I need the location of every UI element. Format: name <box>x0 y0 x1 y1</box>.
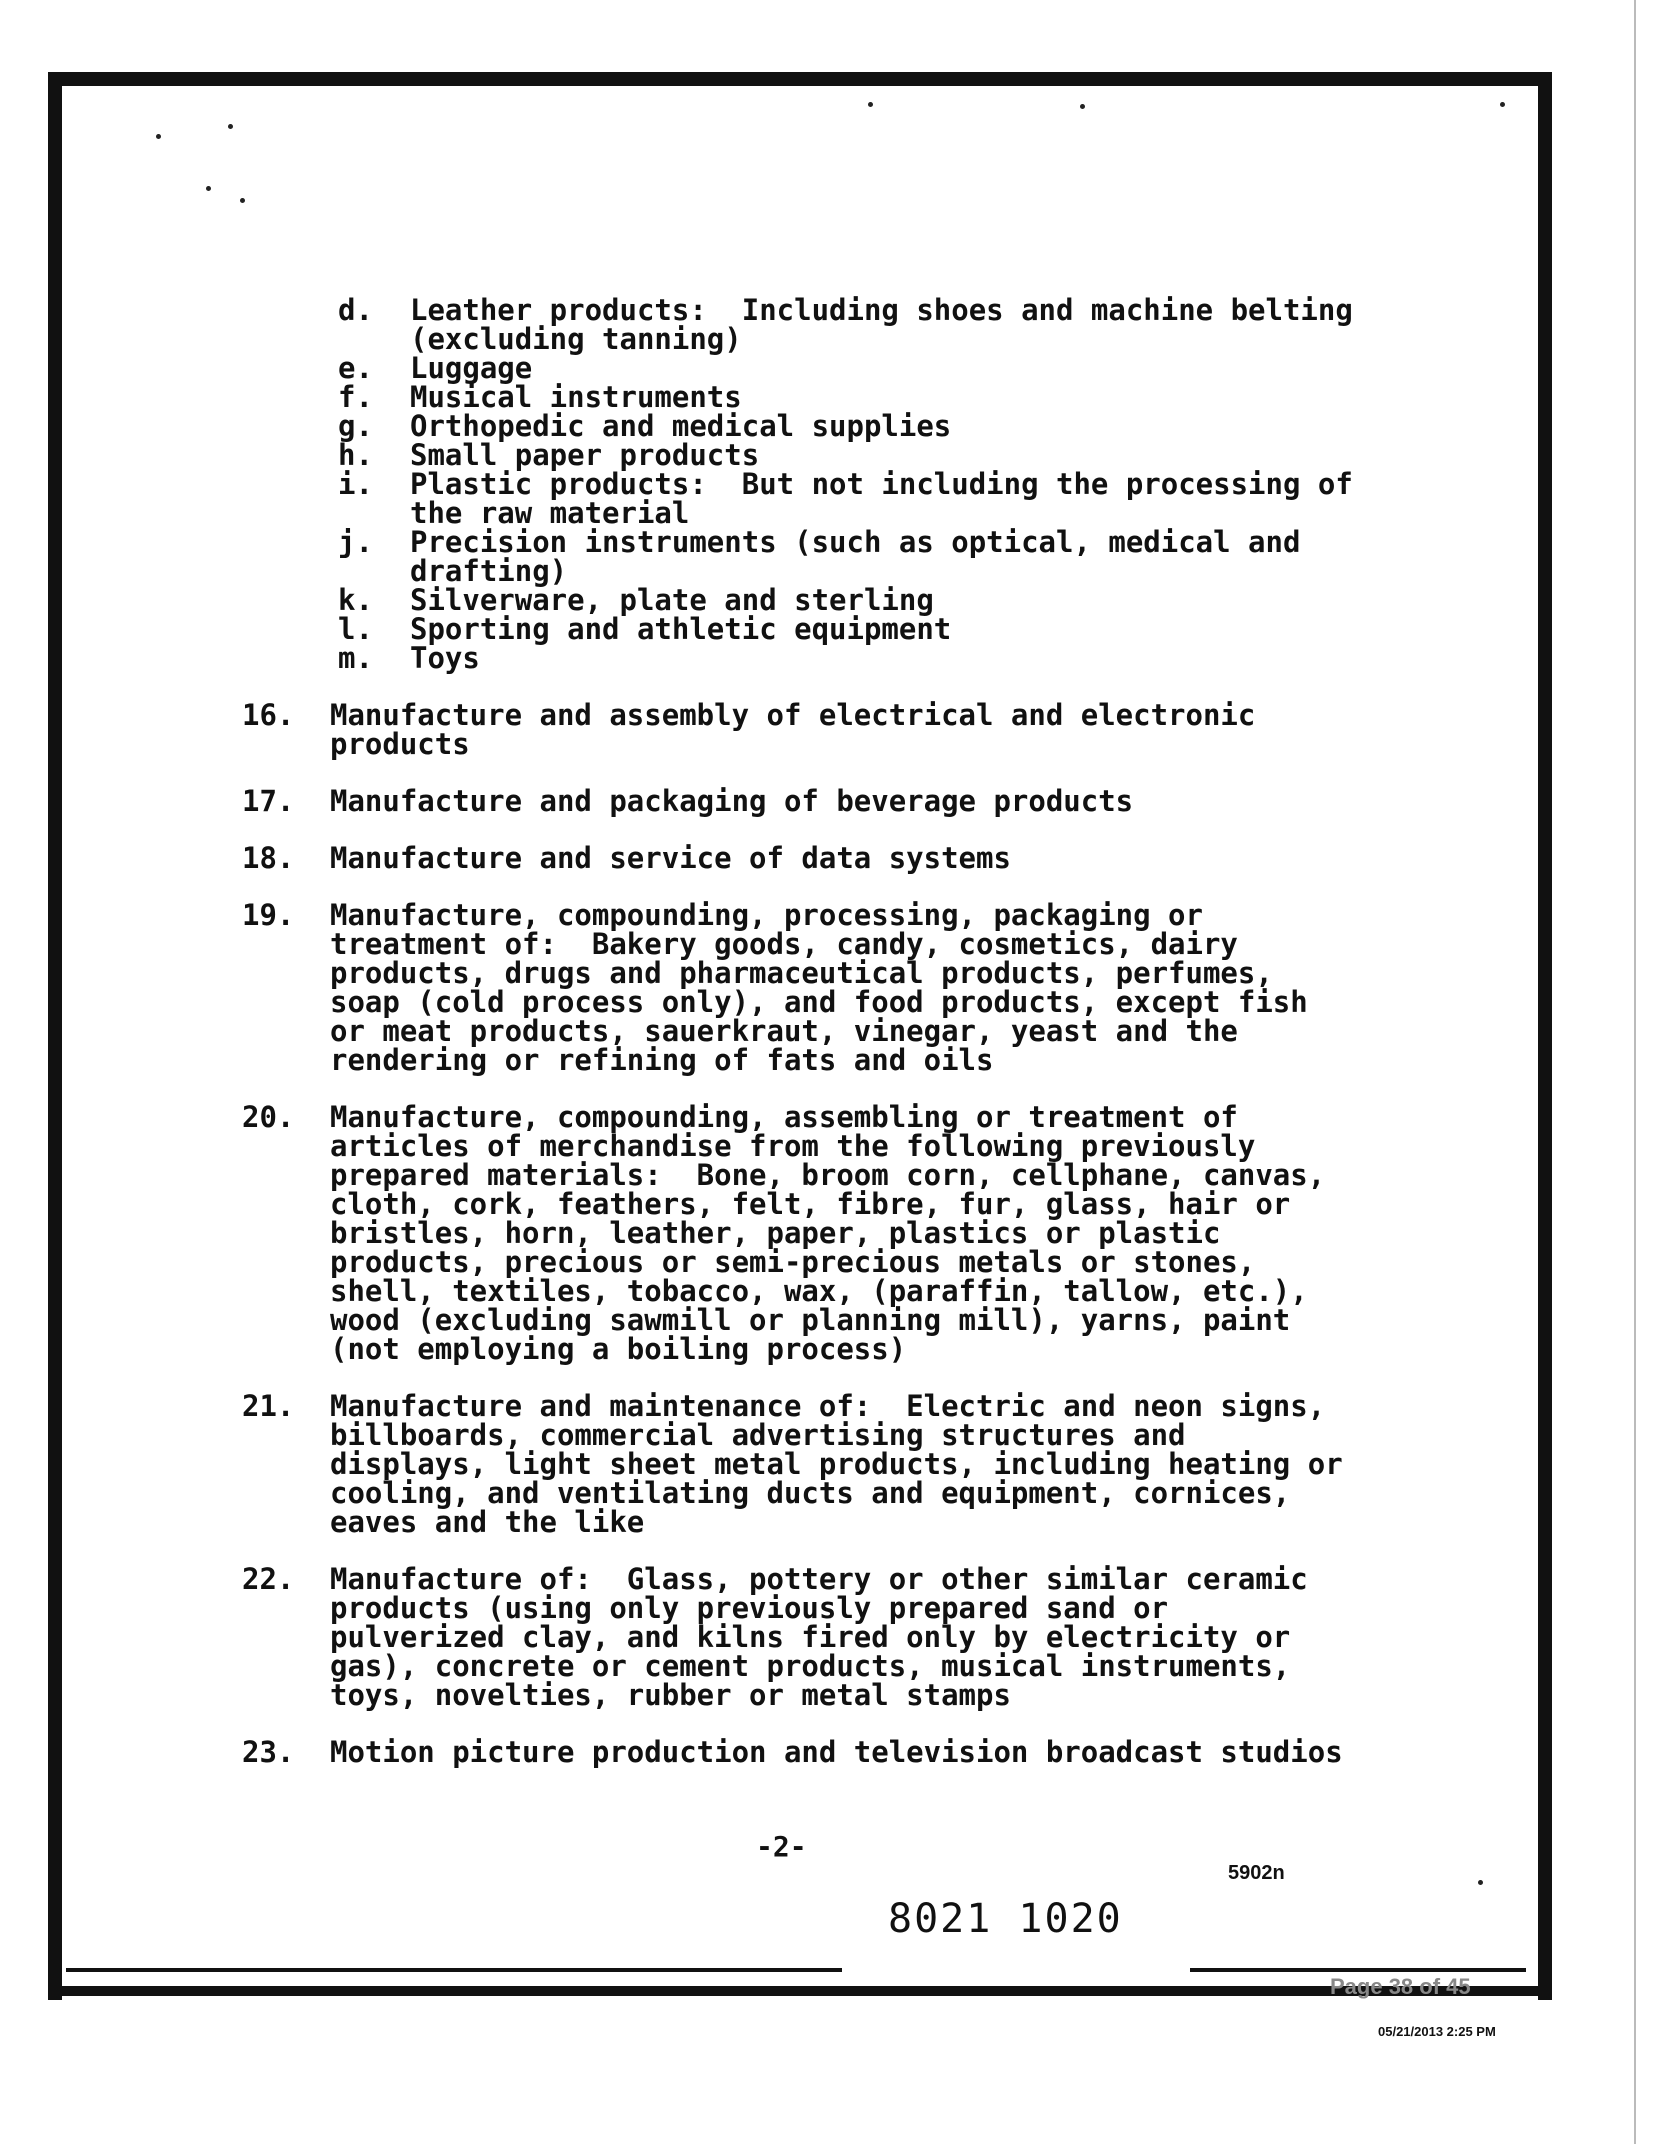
item-number: 17. <box>242 784 295 818</box>
item-text: shell, textiles, tobacco, wax, (paraffin, tallow, etc.), <box>330 1274 1308 1308</box>
sub-item <box>338 612 1376 646</box>
sub-item <box>338 641 1376 675</box>
sub-item-text: Small paper products <box>410 438 760 472</box>
numbered-item <box>226 1389 1376 1539</box>
numbered-item-list <box>226 698 1376 1769</box>
sub-item-letter: m. <box>338 641 373 675</box>
sub-item-text: the raw material <box>410 496 690 530</box>
scan-speck <box>1478 1880 1483 1885</box>
item-number: 22. <box>242 1562 295 1596</box>
sub-item <box>338 351 1376 385</box>
document-code: 5902n <box>1228 1862 1285 1884</box>
sub-item <box>338 409 1376 443</box>
item-text: soap (cold process only), and food products, except fish <box>330 985 1308 1019</box>
scan-speck <box>156 134 161 139</box>
item-text: articles of merchandise from the following previously <box>330 1129 1256 1163</box>
item-text: rendering or refining of fats and oils <box>330 1043 994 1077</box>
sub-item-text: Plastic products: But not including the processing of <box>410 467 1353 501</box>
item-text: products <box>330 727 470 761</box>
scan-speck <box>206 186 211 191</box>
print-timestamp: 05/21/2013 2:25 PM <box>1378 2024 1496 2039</box>
sub-item <box>338 438 1376 472</box>
scan-speck <box>240 198 245 203</box>
sub-item-text: (excluding tanning) <box>410 322 742 356</box>
item-text: Manufacture and maintenance of: Electric and neon signs, <box>330 1389 1326 1423</box>
item-text: gas), concrete or cement products, musical instruments, <box>330 1649 1291 1683</box>
scan-speck <box>1080 104 1085 109</box>
item-number: 20. <box>242 1100 295 1134</box>
item-number: 19. <box>242 898 295 932</box>
sub-item-text: Toys <box>410 641 480 675</box>
sub-item-letter: g. <box>338 409 373 443</box>
sub-item-text: Musical instruments <box>410 380 742 414</box>
item-text: Manufacture of: Glass, pottery or other similar ceramic <box>330 1562 1308 1596</box>
sub-item-letter: h. <box>338 438 373 472</box>
item-text: Manufacture and packaging of beverage products <box>330 784 1134 818</box>
item-text: displays, light sheet metal products, including heating or <box>330 1447 1343 1481</box>
item-text: cooling, and ventilating ducts and equipment, cornices, <box>330 1476 1291 1510</box>
sub-item-text: Silverware, plate and sterling <box>410 583 934 617</box>
sub-item-letter: i. <box>338 467 373 501</box>
item-text: wood (excluding sawmill or planning mill), yarns, paint <box>330 1303 1291 1337</box>
sub-item-text: drafting) <box>410 554 568 588</box>
numbered-item <box>226 1735 1376 1769</box>
item-text: Manufacture and assembly of electrical and electronic <box>330 698 1256 732</box>
item-text: prepared materials: Bone, broom corn, cellphane, canvas, <box>330 1158 1326 1192</box>
sub-item-text: Luggage <box>410 351 533 385</box>
sub-item-letter: e. <box>338 351 373 385</box>
document-body <box>226 293 1376 1769</box>
scan-speck <box>228 124 233 129</box>
sub-item-letter: f. <box>338 380 373 414</box>
scan-right-edge <box>1634 0 1636 2144</box>
numbered-item <box>226 784 1376 818</box>
sub-item <box>338 525 1376 588</box>
item-number: 16. <box>242 698 295 732</box>
item-number: 21. <box>242 1389 295 1423</box>
numbered-item <box>226 841 1376 875</box>
sub-item-letter: l. <box>338 612 373 646</box>
sub-item <box>338 293 1376 356</box>
item-text: eaves and the like <box>330 1505 645 1539</box>
sub-item-letter: j. <box>338 525 373 559</box>
item-text: Manufacture, compounding, assembling or treatment of <box>330 1100 1238 1134</box>
item-text: pulverized clay, and kilns fired only by electricity or <box>330 1620 1291 1654</box>
sub-item-letter: k. <box>338 583 373 617</box>
scan-speck <box>868 102 873 107</box>
item-text: treatment of: Bakery goods, candy, cosmetics, dairy <box>330 927 1238 961</box>
item-number: 18. <box>242 841 295 875</box>
rule-left <box>66 1968 842 1972</box>
item-text: toys, novelties, rubber or metal stamps <box>330 1678 1011 1712</box>
item-text: Manufacture and service of data systems <box>330 841 1011 875</box>
sub-item-list <box>226 293 1376 675</box>
sub-item-text: Precision instruments (such as optical, medical and <box>410 525 1301 559</box>
item-text: or meat products, sauerkraut, vinegar, yeast and the <box>330 1014 1238 1048</box>
sub-item <box>338 467 1376 530</box>
sub-item-text: Leather products: Including shoes and machine belting <box>410 293 1353 327</box>
item-number: 23. <box>242 1735 295 1769</box>
sub-item <box>338 583 1376 617</box>
item-text: bristles, horn, leather, paper, plastics or plastic <box>330 1216 1221 1250</box>
item-text: products (using only previously prepared sand or <box>330 1591 1169 1625</box>
page-number: -2- <box>756 1830 807 1863</box>
sub-item-letter: d. <box>338 293 373 327</box>
numbered-item <box>226 1100 1376 1366</box>
item-text: billboards, commercial advertising structures and <box>330 1418 1186 1452</box>
numbered-item <box>226 898 1376 1077</box>
bates-number: 8021 1020 <box>888 1896 1123 1942</box>
item-text: cloth, cork, feathers, felt, fibre, fur, glass, hair or <box>330 1187 1291 1221</box>
sub-item-text: Sporting and athletic equipment <box>410 612 952 646</box>
numbered-item <box>226 698 1376 761</box>
item-text: products, precious or semi-precious metals or stones, <box>330 1245 1256 1279</box>
document-frame-bottom <box>48 1986 1552 1996</box>
item-text: Manufacture, compounding, processing, packaging or <box>330 898 1203 932</box>
item-text: products, drugs and pharmaceutical products, perfumes, <box>330 956 1273 990</box>
item-text: (not employing a boiling process) <box>330 1332 907 1366</box>
sub-item-text: Orthopedic and medical supplies <box>410 409 952 443</box>
numbered-item <box>226 1562 1376 1712</box>
page-footer: Page 38 of 45 <box>1330 1974 1471 1999</box>
scan-speck <box>1500 102 1505 107</box>
rule-right <box>1190 1968 1526 1972</box>
item-text: Motion picture production and television broadcast studios <box>330 1735 1343 1769</box>
sub-item <box>338 380 1376 414</box>
